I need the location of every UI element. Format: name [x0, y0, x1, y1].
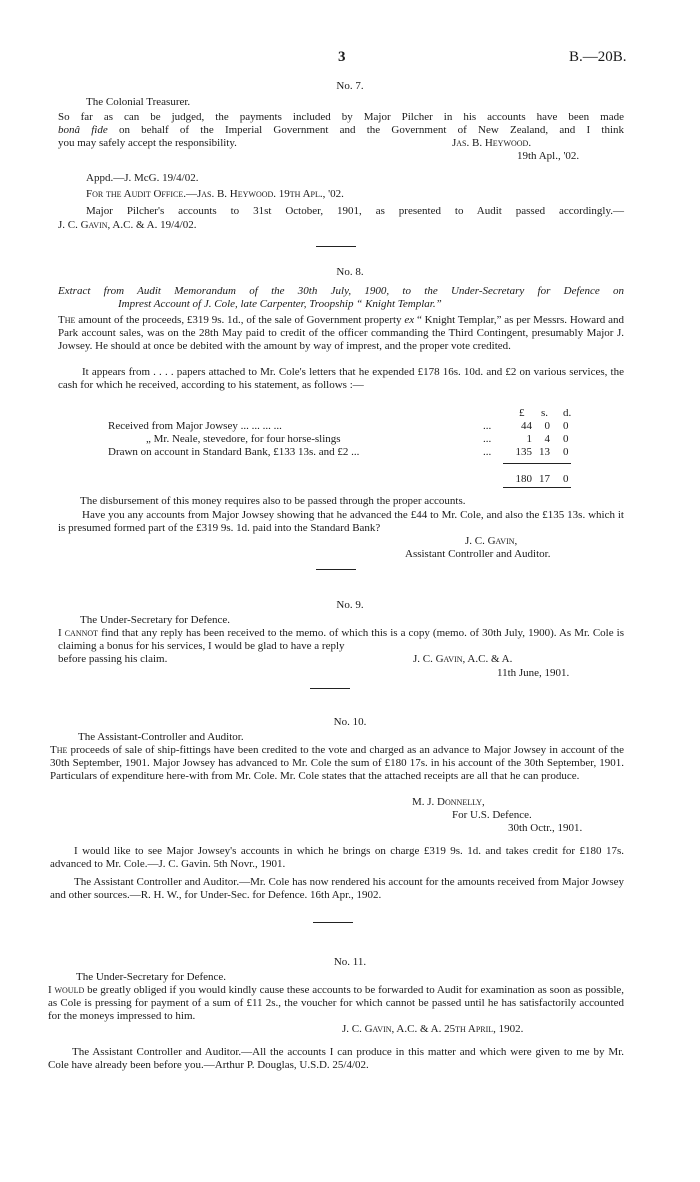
no7-audit-office: For the Audit Office.—Jas. B. Heywood. 19th Apl., '02. — [86, 188, 344, 200]
row-pounds: 1 — [526, 433, 532, 445]
total-shillings: 17 — [539, 473, 550, 485]
no9-body-last: before passing his claim. — [58, 653, 168, 665]
no7-body-line-2 — [58, 124, 624, 137]
no8-paragraph-3: The disbursement of this money requires also to be passed through the proper accounts. — [80, 495, 466, 507]
no11-addressee: The Under-Secretary for Defence. — [76, 971, 227, 983]
no7-bona-fide: bonâ fide — [58, 124, 108, 136]
no11-body-text: be greatly obliged if you would kindly cause these accounts to be forwarded to Audit for examination as soon as possible, as Cole is pressing for payment of a sum of £11 2s., the voucher for which cannot be passed until he has satisfactorily accounted for the moneys impressed to him. — [48, 984, 625, 1022]
row-leader: ... — [483, 420, 492, 432]
row-pence: 0 — [563, 446, 569, 458]
no10-body — [50, 744, 624, 783]
row-pence: 0 — [563, 433, 569, 445]
row-label: „ Mr. Neale, stevedore, for four horse-slings — [146, 433, 341, 445]
no11-body-lead: I would — [48, 984, 85, 996]
no7-addressee: The Colonial Treasurer. — [86, 96, 191, 108]
no8-para1-a: amount of the proceeds, £319 9s. 1d., of the sale of Government property — [75, 314, 405, 326]
row-leader: ... — [483, 446, 492, 458]
no9-addressee: The Under-Secretary for Defence. — [80, 614, 231, 626]
no8-paragraph-1 — [58, 314, 624, 353]
table-total-rule — [503, 463, 571, 464]
no9-body — [58, 627, 624, 653]
row-shillings: 0 — [544, 420, 550, 432]
no11-paragraph-2: The Assistant Controller and Auditor.—All the accounts I can produce in this matter and which were given to me by Mr. Cole have already been before you.—Arthur P. Douglas, U.S.D. 25/4/02. — [48, 1046, 624, 1071]
no7-passed-line-2: J. C. Gavin, A.C. & A. 19/4/02. — [58, 219, 197, 231]
no10-heading: No. 10. — [333, 716, 367, 728]
table-row — [0, 446, 700, 459]
no8-heading: No. 8. — [336, 266, 364, 278]
no11-signature: J. C. Gavin, A.C. & A. 25th April, 1902. — [342, 1023, 524, 1035]
no10-paragraph-2: I would like to see Major Jowsey's accounts in which he brings on charge £319 9s. 1d. and takes credit for £180 17s. advanced to Mr. Cole.—J. C. Gavin. 5th Novr., 1901. — [50, 845, 624, 870]
no7-body-line-3: you may safely accept the responsibility. — [58, 137, 237, 149]
no9-date: 11th June, 1901. — [497, 667, 570, 679]
no10-signature: M. J. Donnelly, — [412, 796, 485, 808]
no9-heading: No. 9. — [336, 599, 364, 611]
table-total-underline — [503, 487, 571, 488]
no7-signature: Jas. B. Heywood. — [452, 137, 532, 149]
row-leader: ... — [483, 433, 492, 445]
no8-para1-ex: ex — [404, 314, 415, 326]
no8-title-line-1: Extract from Audit Memorandum of the 30th July, 1900, to the Under-Secretary for Defence on — [58, 285, 624, 297]
no8-paragraph-2: It appears from . . . . papers attached to Mr. Cole's letters that he expended £178 16s. 10d. and £2 on various services, the cash for which he received, according to his statement, as follows :— — [58, 366, 624, 391]
row-pounds: 135 — [515, 446, 532, 458]
no7-heading: No. 7. — [336, 80, 364, 92]
table-total-row — [0, 473, 700, 486]
no8-para1-b: “ Knight Templar,” as per Messrs. Howard and Park account sales, was on the 28th May paid to credit of the officer commanding the Third Contingent, presumably Major J. Jowsey. He should at once be debited with the amount by way of imprest, and the proper vote credited. — [58, 314, 624, 352]
no10-body-text: proceeds of sale of ship-fittings have been credited to the vote and charged as an advance to Major Jowsey in account of the 30th September, 1901. Major Jowsey has advanced to Mr. Cole the sum of £180 17s. in his account of the 30th September, 1901. Particulars of expenditure here-with from Mr. Cole. Mr. Cole states that the attached receipts are all that he can produce. — [50, 744, 624, 782]
no9-body-text: find that any reply has been received to the memo. of which this is a copy (memo. of 30th July, 1900). As Mr. Cole is claiming a bonus for his services, I would be glad to have a reply — [58, 627, 624, 652]
row-shillings: 13 — [539, 446, 550, 458]
row-pounds: 44 — [521, 420, 532, 432]
no7-date: 19th Apl., '02. — [517, 150, 580, 162]
no7-passed-line-1: Major Pilcher's accounts to 31st October, 1901, as presented to Audit passed accordingly.— — [86, 205, 624, 217]
document-reference: B.—20B. — [569, 49, 627, 65]
no10-paragraph-3: The Assistant Controller and Auditor.—Mr. Cole has now rendered his account for the amounts received from Major Jowsey and other sources.—R. H. W., for Under-Sec. for Defence. 16th Apr., 1902. — [50, 876, 624, 901]
no8-title-line-2: Imprest Account of J. Cole, late Carpenter, Troopship “ Knight Templar.” — [118, 298, 442, 310]
no8-paragraph-4: Have you any accounts from Major Jowsey showing that he advanced the £44 to Mr. Cole, and also the £135 13s. which it is presumed formed part of the £319 9s. 1d. paid into the Standard Bank? — [58, 509, 624, 534]
page-number: 3 — [338, 49, 346, 65]
col-shillings-header: s. — [541, 407, 549, 419]
section-divider — [310, 688, 350, 689]
no11-heading: No. 11. — [333, 956, 367, 968]
section-divider — [316, 569, 356, 570]
total-pence: 0 — [563, 473, 569, 485]
section-divider — [313, 922, 353, 923]
no8-table-header — [0, 407, 700, 420]
no10-addressee: The Assistant-Controller and Auditor. — [78, 731, 244, 743]
row-label: Received from Major Jowsey ... ... ... ... — [108, 420, 282, 432]
no10-body-lead: The — [50, 744, 68, 756]
total-pounds: 180 — [515, 473, 532, 485]
no9-signature: J. C. Gavin, A.C. & A. — [413, 653, 513, 665]
table-row — [0, 433, 700, 446]
no11-body — [48, 984, 624, 1023]
row-pence: 0 — [563, 420, 569, 432]
section-divider — [316, 246, 356, 247]
no8-para1-lead: The — [58, 314, 76, 326]
row-label: Drawn on account in Standard Bank, £133 13s. and £2 ... — [108, 446, 360, 458]
no7-body-line-2-rest: on behalf of the Imperial Government and the Government of New Zealand, and I think — [107, 124, 624, 136]
no9-body-lead: I cannot — [58, 627, 99, 639]
col-pounds-header: £ — [519, 407, 525, 419]
no8-signature: J. C. Gavin, — [465, 535, 518, 547]
no8-signature-title: Assistant Controller and Auditor. — [405, 548, 551, 560]
no7-appd: Appd.—J. McG. 19/4/02. — [86, 172, 199, 184]
no7-body-line-1: So far as can be judged, the payments included by Major Pilcher in his accounts have been made — [58, 111, 624, 123]
no10-date: 30th Octr., 1901. — [508, 822, 583, 834]
col-pence-header: d. — [563, 407, 572, 419]
no10-signature-for: For U.S. Defence. — [452, 809, 532, 821]
table-row — [0, 420, 700, 433]
row-shillings: 4 — [544, 433, 550, 445]
